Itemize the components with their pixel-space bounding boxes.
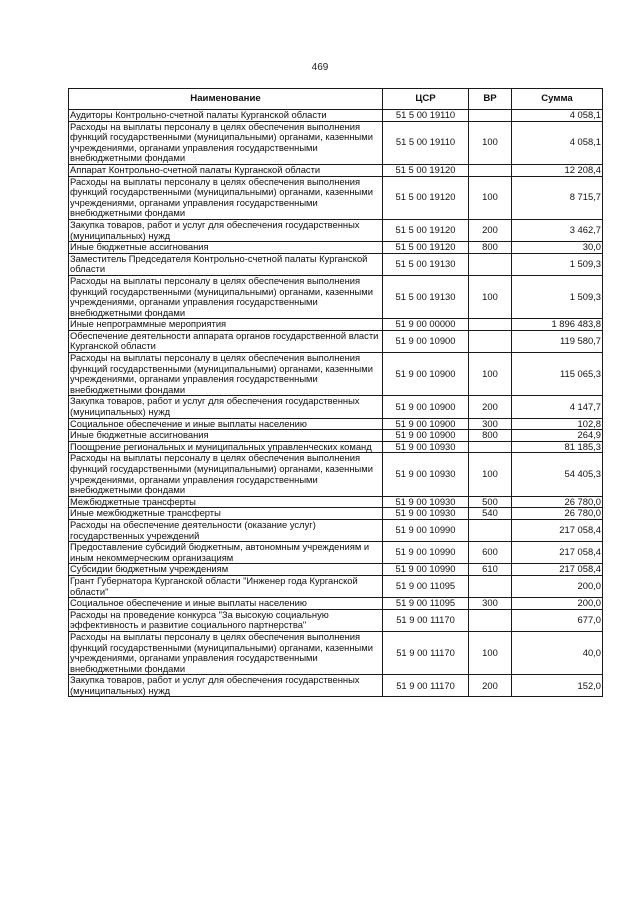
cell-sum: 677,0 xyxy=(512,609,603,631)
cell-name: Иные бюджетные ассигнования xyxy=(69,242,383,254)
cell-csr: 51 9 00 10990 xyxy=(383,519,469,541)
cell-name: Социальное обеспечение и иные выплаты населению xyxy=(69,598,383,610)
table-row xyxy=(69,164,603,176)
table-row xyxy=(69,564,603,576)
cell-csr: 51 5 00 19130 xyxy=(383,275,469,318)
cell-sum: 217 058,4 xyxy=(512,542,603,564)
cell-csr: 51 9 00 10900 xyxy=(383,430,469,442)
cell-vr xyxy=(469,164,512,176)
column-header-sum: Сумма xyxy=(512,89,603,110)
cell-csr: 51 9 00 11095 xyxy=(383,575,469,597)
cell-name: Обеспечение деятельности аппарата органов государственной власти Курганской области xyxy=(69,330,383,352)
cell-name: Предоставление субсидий бюджетным, автономным учреждениям и иным некоммерческим организациям xyxy=(69,542,383,564)
table-row xyxy=(69,396,603,418)
cell-csr: 51 9 00 10900 xyxy=(383,418,469,430)
cell-sum: 4 058,1 xyxy=(512,121,603,164)
cell-sum: 54 405,3 xyxy=(512,453,603,496)
cell-name: Аудиторы Контрольно-счетной палаты Курганской области xyxy=(69,110,383,122)
cell-sum: 40,0 xyxy=(512,631,603,674)
cell-name: Грант Губернатора Курганской области "Инженер года Курганской области" xyxy=(69,575,383,597)
table-row xyxy=(69,519,603,541)
cell-name: Иные бюджетные ассигнования xyxy=(69,430,383,442)
cell-csr: 51 9 00 10930 xyxy=(383,453,469,496)
cell-sum: 1 896 483,8 xyxy=(512,319,603,331)
cell-vr: 800 xyxy=(469,430,512,442)
cell-vr: 610 xyxy=(469,564,512,576)
cell-name: Иные межбюджетные трансферты xyxy=(69,508,383,520)
cell-csr: 51 9 00 00000 xyxy=(383,319,469,331)
cell-csr: 51 5 00 19120 xyxy=(383,164,469,176)
table-row xyxy=(69,176,603,219)
cell-vr xyxy=(469,253,512,275)
cell-name: Расходы на обеспечение деятельности (оказание услуг) государственных учреждений xyxy=(69,519,383,541)
cell-name: Субсидии бюджетным учреждениям xyxy=(69,564,383,576)
cell-sum: 119 580,7 xyxy=(512,330,603,352)
cell-sum: 217 058,4 xyxy=(512,564,603,576)
cell-csr: 51 9 00 11170 xyxy=(383,675,469,697)
cell-vr xyxy=(469,110,512,122)
cell-vr: 200 xyxy=(469,396,512,418)
table-row xyxy=(69,542,603,564)
table-row xyxy=(69,253,603,275)
table-row xyxy=(69,575,603,597)
cell-csr: 51 9 00 11170 xyxy=(383,631,469,674)
cell-name: Межбюджетные трансферты xyxy=(69,496,383,508)
cell-csr: 51 5 00 19110 xyxy=(383,110,469,122)
cell-name: Расходы на выплаты персоналу в целях обеспечения выполнения функций государственными (муниципальными) органами, казенными учреждениями, органами управления государственными внебюджетными фондами xyxy=(69,275,383,318)
table-row xyxy=(69,430,603,442)
table-row xyxy=(69,598,603,610)
cell-vr: 100 xyxy=(469,353,512,396)
cell-name: Расходы на выплаты персоналу в целях обеспечения выполнения функций государственными (муниципальными) органами, казенными учреждениями, органами управления государственными внебюджетными фондами xyxy=(69,353,383,396)
cell-vr xyxy=(469,330,512,352)
cell-csr: 51 5 00 19130 xyxy=(383,253,469,275)
cell-name: Закупка товаров, работ и услуг для обеспечения государственных (муниципальных) нужд xyxy=(69,396,383,418)
table-row xyxy=(69,631,603,674)
cell-vr: 300 xyxy=(469,598,512,610)
cell-sum: 200,0 xyxy=(512,575,603,597)
cell-name: Расходы на выплаты персоналу в целях обеспечения выполнения функций государственными (муниципальными) органами, казенными учреждениями, органами управления государственными внебюджетными фондами xyxy=(69,631,383,674)
cell-sum: 217 058,4 xyxy=(512,519,603,541)
table-row xyxy=(69,675,603,697)
column-header-vr: ВР xyxy=(469,89,512,110)
page-number: 469 xyxy=(311,62,329,73)
cell-csr: 51 9 00 10900 xyxy=(383,353,469,396)
cell-sum: 115 065,3 xyxy=(512,353,603,396)
cell-sum: 26 780,0 xyxy=(512,508,603,520)
cell-csr: 51 9 00 10930 xyxy=(383,496,469,508)
cell-sum: 102,8 xyxy=(512,418,603,430)
cell-sum: 200,0 xyxy=(512,598,603,610)
cell-name: Расходы на выплаты персоналу в целях обеспечения выполнения функций государственными (муниципальными) органами, казенными учреждениями, органами управления государственными внебюджетными фондами xyxy=(69,176,383,219)
cell-sum: 1 509,3 xyxy=(512,275,603,318)
cell-csr: 51 5 00 19110 xyxy=(383,121,469,164)
cell-sum: 3 462,7 xyxy=(512,219,603,241)
cell-vr xyxy=(469,441,512,453)
table-row xyxy=(69,275,603,318)
cell-csr: 51 5 00 19120 xyxy=(383,219,469,241)
cell-vr: 100 xyxy=(469,275,512,318)
cell-vr xyxy=(469,609,512,631)
cell-name: Закупка товаров, работ и услуг для обеспечения государственных (муниципальных) нужд xyxy=(69,675,383,697)
cell-vr xyxy=(469,575,512,597)
cell-sum: 264,9 xyxy=(512,430,603,442)
table-row xyxy=(69,319,603,331)
cell-vr: 800 xyxy=(469,242,512,254)
cell-csr: 51 9 00 11170 xyxy=(383,609,469,631)
cell-vr: 200 xyxy=(469,675,512,697)
cell-csr: 51 9 00 10990 xyxy=(383,564,469,576)
cell-vr xyxy=(469,519,512,541)
table-header-row xyxy=(69,89,603,110)
cell-sum: 26 780,0 xyxy=(512,496,603,508)
table-row xyxy=(69,353,603,396)
cell-sum: 81 185,3 xyxy=(512,441,603,453)
table-row xyxy=(69,242,603,254)
cell-vr: 500 xyxy=(469,496,512,508)
cell-csr: 51 5 00 19120 xyxy=(383,176,469,219)
cell-name: Социальное обеспечение и иные выплаты населению xyxy=(69,418,383,430)
column-header-csr: ЦСР xyxy=(383,89,469,110)
table-row xyxy=(69,110,603,122)
table-row xyxy=(69,609,603,631)
cell-name: Расходы на проведение конкурса "За высокую социальную эффективность и развитие социального партнерства" xyxy=(69,609,383,631)
cell-csr: 51 9 00 10990 xyxy=(383,542,469,564)
cell-csr: 51 9 00 10930 xyxy=(383,441,469,453)
cell-sum: 152,0 xyxy=(512,675,603,697)
cell-name: Иные непрограммные мероприятия xyxy=(69,319,383,331)
table-row xyxy=(69,508,603,520)
table-row xyxy=(69,496,603,508)
column-header-name: Наименование xyxy=(69,89,383,110)
cell-vr xyxy=(469,319,512,331)
cell-name: Поощрение региональных и муниципальных управленческих команд xyxy=(69,441,383,453)
cell-csr: 51 9 00 10930 xyxy=(383,508,469,520)
cell-csr: 51 9 00 11095 xyxy=(383,598,469,610)
cell-csr: 51 9 00 10900 xyxy=(383,330,469,352)
cell-vr: 100 xyxy=(469,121,512,164)
cell-name: Расходы на выплаты персоналу в целях обеспечения выполнения функций государственными (муниципальными) органами, казенными учреждениями, органами управления государственными внебюджетными фондами xyxy=(69,453,383,496)
budget-table xyxy=(68,88,603,697)
cell-vr: 600 xyxy=(469,542,512,564)
cell-sum: 4 147,7 xyxy=(512,396,603,418)
cell-vr: 540 xyxy=(469,508,512,520)
cell-name: Закупка товаров, работ и услуг для обеспечения государственных (муниципальных) нужд xyxy=(69,219,383,241)
cell-name: Заместитель Председателя Контрольно-счетной палаты Курганской области xyxy=(69,253,383,275)
cell-csr: 51 9 00 10900 xyxy=(383,396,469,418)
cell-vr: 100 xyxy=(469,453,512,496)
table-row xyxy=(69,418,603,430)
cell-name: Аппарат Контрольно-счетной палаты Курганской области xyxy=(69,164,383,176)
cell-sum: 12 208,4 xyxy=(512,164,603,176)
table-row xyxy=(69,441,603,453)
cell-sum: 8 715,7 xyxy=(512,176,603,219)
cell-vr: 300 xyxy=(469,418,512,430)
cell-vr: 200 xyxy=(469,219,512,241)
cell-sum: 30,0 xyxy=(512,242,603,254)
cell-vr: 100 xyxy=(469,631,512,674)
cell-sum: 1 509,3 xyxy=(512,253,603,275)
cell-name: Расходы на выплаты персоналу в целях обеспечения выполнения функций государственными (муниципальными) органами, казенными учреждениями, органами управления государственными внебюджетными фондами xyxy=(69,121,383,164)
cell-sum: 4 058,1 xyxy=(512,110,603,122)
cell-csr: 51 5 00 19120 xyxy=(383,242,469,254)
table-row xyxy=(69,121,603,164)
table-row xyxy=(69,453,603,496)
table-row xyxy=(69,219,603,241)
cell-vr: 100 xyxy=(469,176,512,219)
table-row xyxy=(69,330,603,352)
